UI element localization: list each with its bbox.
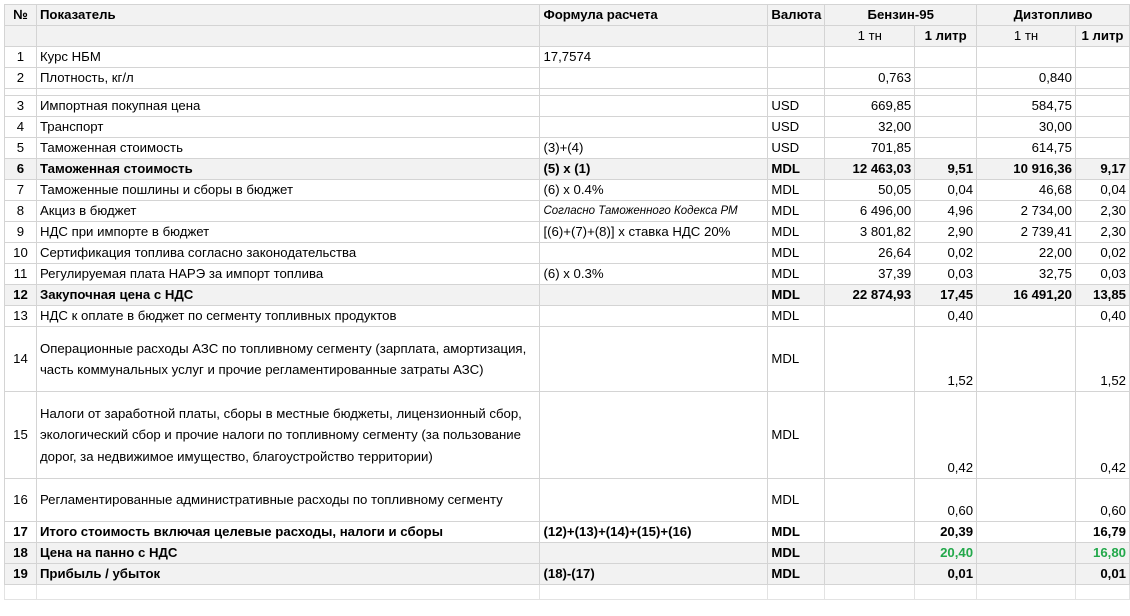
row-no[interactable]: 18 bbox=[5, 543, 37, 564]
row-formula[interactable]: (5) x (1) bbox=[540, 159, 768, 180]
cell[interactable] bbox=[5, 26, 37, 47]
row-currency[interactable]: MDL bbox=[768, 479, 825, 522]
gasoline-ton-value[interactable]: 6 496,00 bbox=[825, 201, 915, 222]
diesel-ton-value[interactable] bbox=[977, 47, 1076, 68]
cell bbox=[768, 89, 825, 96]
diesel-ton-value[interactable]: 32,75 bbox=[977, 264, 1076, 285]
cell bbox=[5, 89, 37, 96]
row-no[interactable]: 14 bbox=[5, 327, 37, 392]
subheader-gasoline-ton[interactable]: 1 тн bbox=[825, 26, 915, 47]
table-row bbox=[5, 392, 1130, 479]
row-no[interactable]: 5 bbox=[5, 138, 37, 159]
table-row bbox=[5, 222, 1130, 243]
subheader-gasoline-liter[interactable]: 1 литр bbox=[915, 26, 977, 47]
header-indicator[interactable]: Показатель bbox=[36, 5, 540, 26]
row-formula[interactable]: (18)-(17) bbox=[540, 564, 768, 585]
cell[interactable] bbox=[540, 585, 768, 600]
diesel-liter-value[interactable]: 16,79 bbox=[1075, 522, 1129, 543]
gasoline-liter-value[interactable] bbox=[915, 138, 977, 159]
row-no[interactable]: 12 bbox=[5, 285, 37, 306]
row-formula[interactable] bbox=[540, 96, 768, 117]
gasoline-liter-value[interactable]: 4,96 bbox=[915, 201, 977, 222]
cell bbox=[915, 89, 977, 96]
diesel-ton-value[interactable]: 22,00 bbox=[977, 243, 1076, 264]
diesel-ton-value[interactable]: 614,75 bbox=[977, 138, 1076, 159]
gasoline-liter-value[interactable]: 0,01 bbox=[915, 564, 977, 585]
row-currency[interactable]: USD bbox=[768, 138, 825, 159]
gasoline-liter-value[interactable]: 0,03 bbox=[915, 264, 977, 285]
gasoline-ton-value[interactable]: 26,64 bbox=[825, 243, 915, 264]
row-name[interactable]: Транспорт bbox=[36, 117, 540, 138]
table-row bbox=[5, 543, 1130, 564]
diesel-ton-value[interactable] bbox=[977, 306, 1076, 327]
row-formula[interactable] bbox=[540, 285, 768, 306]
row-name[interactable]: Операционные расходы АЗС по топливному сегменту (зарплата, амортизация, часть коммунальных услуг и прочие регламентированные затраты АЗС) bbox=[36, 327, 540, 392]
row-no[interactable]: 3 bbox=[5, 96, 37, 117]
row-name[interactable]: Курс НБМ bbox=[36, 47, 540, 68]
diesel-liter-value[interactable]: 0,03 bbox=[1075, 264, 1129, 285]
table-row bbox=[5, 479, 1130, 522]
row-formula[interactable] bbox=[540, 68, 768, 89]
table-row bbox=[5, 327, 1130, 392]
diesel-ton-value[interactable] bbox=[977, 327, 1076, 392]
gasoline-liter-value[interactable]: 9,51 bbox=[915, 159, 977, 180]
row-formula[interactable] bbox=[540, 327, 768, 392]
row-formula[interactable]: [(6)+(7)+(8)] x ставка НДС 20% bbox=[540, 222, 768, 243]
row-no[interactable]: 17 bbox=[5, 522, 37, 543]
gasoline-liter-value[interactable]: 0,60 bbox=[915, 479, 977, 522]
gasoline-ton-value[interactable] bbox=[825, 327, 915, 392]
diesel-ton-value[interactable]: 2 734,00 bbox=[977, 201, 1076, 222]
row-currency[interactable]: MDL bbox=[768, 522, 825, 543]
diesel-liter-value[interactable]: 1,52 bbox=[1075, 327, 1129, 392]
row-currency[interactable]: MDL bbox=[768, 222, 825, 243]
gasoline-ton-value[interactable]: 50,05 bbox=[825, 180, 915, 201]
diesel-ton-value[interactable] bbox=[977, 479, 1076, 522]
row-currency[interactable]: MDL bbox=[768, 243, 825, 264]
table-row bbox=[5, 180, 1130, 201]
diesel-liter-value[interactable]: 0,40 bbox=[1075, 306, 1129, 327]
header-formula[interactable]: Формула расчета bbox=[540, 5, 768, 26]
gasoline-ton-value[interactable] bbox=[825, 564, 915, 585]
diesel-ton-value[interactable]: 16 491,20 bbox=[977, 285, 1076, 306]
table-row bbox=[5, 522, 1130, 543]
diesel-liter-value[interactable]: 9,17 bbox=[1075, 159, 1129, 180]
row-name[interactable]: Итого стоимость включая целевые расходы, налоги и сборы bbox=[36, 522, 540, 543]
row-no[interactable]: 9 bbox=[5, 222, 37, 243]
row-no[interactable]: 10 bbox=[5, 243, 37, 264]
row-no[interactable]: 8 bbox=[5, 201, 37, 222]
diesel-ton-value[interactable]: 10 916,36 bbox=[977, 159, 1076, 180]
cell bbox=[1075, 89, 1129, 96]
row-currency[interactable]: MDL bbox=[768, 180, 825, 201]
subheader-diesel-ton[interactable]: 1 тн bbox=[977, 26, 1076, 47]
diesel-ton-value[interactable]: 584,75 bbox=[977, 96, 1076, 117]
diesel-liter-value[interactable]: 0,01 bbox=[1075, 564, 1129, 585]
row-no[interactable]: 2 bbox=[5, 68, 37, 89]
diesel-liter-value[interactable]: 0,04 bbox=[1075, 180, 1129, 201]
gasoline-ton-value[interactable] bbox=[825, 47, 915, 68]
diesel-liter-value[interactable]: 13,85 bbox=[1075, 285, 1129, 306]
diesel-liter-value[interactable] bbox=[1075, 138, 1129, 159]
gasoline-liter-value[interactable]: 20,40 bbox=[915, 543, 977, 564]
diesel-liter-value[interactable]: 0,60 bbox=[1075, 479, 1129, 522]
row-name[interactable]: Акциз в бюджет bbox=[36, 201, 540, 222]
gasoline-liter-value[interactable]: 0,42 bbox=[915, 392, 977, 479]
header-row bbox=[5, 5, 1130, 26]
table-row bbox=[5, 264, 1130, 285]
cell[interactable] bbox=[768, 585, 825, 600]
cell[interactable] bbox=[977, 585, 1076, 600]
cell[interactable] bbox=[768, 26, 825, 47]
cell[interactable] bbox=[36, 585, 540, 600]
gasoline-ton-value[interactable] bbox=[825, 392, 915, 479]
cell[interactable] bbox=[540, 26, 768, 47]
row-formula[interactable] bbox=[540, 306, 768, 327]
row-no[interactable]: 4 bbox=[5, 117, 37, 138]
gasoline-liter-value[interactable]: 1,52 bbox=[915, 327, 977, 392]
row-no[interactable]: 13 bbox=[5, 306, 37, 327]
header-gasoline[interactable]: Бензин-95 bbox=[825, 5, 977, 26]
diesel-ton-value[interactable]: 0,840 bbox=[977, 68, 1076, 89]
cell[interactable] bbox=[915, 585, 977, 600]
subheader-diesel-liter[interactable]: 1 литр bbox=[1075, 26, 1129, 47]
table-row bbox=[5, 243, 1130, 264]
gasoline-ton-value[interactable]: 22 874,93 bbox=[825, 285, 915, 306]
table-row bbox=[5, 96, 1130, 117]
diesel-liter-value[interactable] bbox=[1075, 117, 1129, 138]
table-row bbox=[5, 117, 1130, 138]
row-name[interactable]: Цена на панно с НДС bbox=[36, 543, 540, 564]
header-currency[interactable]: Валюта bbox=[768, 5, 825, 26]
cell bbox=[825, 89, 915, 96]
cell[interactable] bbox=[825, 585, 915, 600]
cell bbox=[540, 89, 768, 96]
row-name[interactable]: Сертификация топлива согласно законодательства bbox=[36, 243, 540, 264]
gasoline-liter-value[interactable] bbox=[915, 68, 977, 89]
table-row bbox=[5, 159, 1130, 180]
gasoline-liter-value[interactable]: 17,45 bbox=[915, 285, 977, 306]
fuel-price-table bbox=[4, 4, 1130, 600]
table-row bbox=[5, 564, 1130, 585]
cell[interactable] bbox=[1075, 585, 1129, 600]
row-currency[interactable]: MDL bbox=[768, 201, 825, 222]
row-currency[interactable]: MDL bbox=[768, 306, 825, 327]
cell[interactable] bbox=[5, 585, 37, 600]
gasoline-ton-value[interactable]: 3 801,82 bbox=[825, 222, 915, 243]
row-name[interactable]: Таможенные пошлины и сборы в бюджет bbox=[36, 180, 540, 201]
row-name[interactable]: Таможенная стоимость bbox=[36, 159, 540, 180]
row-formula[interactable]: (3)+(4) bbox=[540, 138, 768, 159]
row-name[interactable]: Импортная покупная цена bbox=[36, 96, 540, 117]
row-currency[interactable]: USD bbox=[768, 117, 825, 138]
gasoline-liter-value[interactable] bbox=[915, 96, 977, 117]
row-currency[interactable]: MDL bbox=[768, 543, 825, 564]
row-currency[interactable]: MDL bbox=[768, 392, 825, 479]
row-name[interactable]: НДС к оплате в бюджет по сегменту топливных продуктов bbox=[36, 306, 540, 327]
diesel-ton-value[interactable] bbox=[977, 543, 1076, 564]
table-row bbox=[5, 285, 1130, 306]
row-formula[interactable]: 17,7574 bbox=[540, 47, 768, 68]
diesel-ton-value[interactable] bbox=[977, 522, 1076, 543]
row-currency[interactable]: MDL bbox=[768, 264, 825, 285]
row-name[interactable]: Закупочная цена с НДС bbox=[36, 285, 540, 306]
header-diesel[interactable]: Дизтопливо bbox=[977, 5, 1130, 26]
gasoline-ton-value[interactable]: 32,00 bbox=[825, 117, 915, 138]
diesel-liter-value[interactable]: 2,30 bbox=[1075, 222, 1129, 243]
diesel-liter-value[interactable]: 2,30 bbox=[1075, 201, 1129, 222]
row-currency[interactable] bbox=[768, 68, 825, 89]
row-formula[interactable]: (12)+(13)+(14)+(15)+(16) bbox=[540, 522, 768, 543]
gasoline-ton-value[interactable]: 37,39 bbox=[825, 264, 915, 285]
diesel-liter-value[interactable] bbox=[1075, 68, 1129, 89]
diesel-ton-value[interactable] bbox=[977, 564, 1076, 585]
gasoline-liter-value[interactable]: 0,40 bbox=[915, 306, 977, 327]
row-name[interactable]: Регулируемая плата НАРЭ за импорт топлива bbox=[36, 264, 540, 285]
table-row bbox=[5, 47, 1130, 68]
table-row bbox=[5, 201, 1130, 222]
diesel-liter-value[interactable]: 16,80 bbox=[1075, 543, 1129, 564]
gasoline-liter-value[interactable]: 0,02 bbox=[915, 243, 977, 264]
gasoline-ton-value[interactable]: 0,763 bbox=[825, 68, 915, 89]
row-no[interactable]: 6 bbox=[5, 159, 37, 180]
diesel-liter-value[interactable] bbox=[1075, 47, 1129, 68]
row-formula[interactable] bbox=[540, 543, 768, 564]
diesel-liter-value[interactable]: 0,42 bbox=[1075, 392, 1129, 479]
row-no[interactable]: 7 bbox=[5, 180, 37, 201]
row-name[interactable]: Плотность, кг/л bbox=[36, 68, 540, 89]
diesel-ton-value[interactable]: 46,68 bbox=[977, 180, 1076, 201]
row-no[interactable]: 15 bbox=[5, 392, 37, 479]
diesel-liter-value[interactable] bbox=[1075, 96, 1129, 117]
diesel-ton-value[interactable]: 30,00 bbox=[977, 117, 1076, 138]
row-currency[interactable]: MDL bbox=[768, 564, 825, 585]
row-no[interactable]: 11 bbox=[5, 264, 37, 285]
row-no[interactable]: 1 bbox=[5, 47, 37, 68]
row-formula[interactable] bbox=[540, 117, 768, 138]
gasoline-liter-value[interactable] bbox=[915, 117, 977, 138]
cell bbox=[977, 89, 1076, 96]
row-currency[interactable]: MDL bbox=[768, 285, 825, 306]
gasoline-ton-value[interactable]: 669,85 bbox=[825, 96, 915, 117]
row-formula[interactable]: (6) x 0.4% bbox=[540, 180, 768, 201]
gasoline-liter-value[interactable]: 2,90 bbox=[915, 222, 977, 243]
row-formula[interactable] bbox=[540, 243, 768, 264]
empty-row bbox=[5, 585, 1130, 600]
gasoline-ton-value[interactable]: 12 463,03 bbox=[825, 159, 915, 180]
row-name[interactable]: Прибыль / убыток bbox=[36, 564, 540, 585]
row-formula[interactable]: (6) x 0.3% bbox=[540, 264, 768, 285]
subheader-row bbox=[5, 26, 1130, 47]
cell[interactable] bbox=[36, 26, 540, 47]
gasoline-ton-value[interactable] bbox=[825, 522, 915, 543]
gasoline-ton-value[interactable] bbox=[825, 479, 915, 522]
cell bbox=[36, 89, 540, 96]
row-currency[interactable]: MDL bbox=[768, 327, 825, 392]
table-row bbox=[5, 138, 1130, 159]
row-no[interactable]: 19 bbox=[5, 564, 37, 585]
header-no[interactable]: № bbox=[5, 5, 37, 26]
row-name[interactable]: НДС при импорте в бюджет bbox=[36, 222, 540, 243]
table-row bbox=[5, 68, 1130, 89]
row-currency[interactable]: MDL bbox=[768, 159, 825, 180]
gasoline-liter-value[interactable] bbox=[915, 47, 977, 68]
row-no[interactable]: 16 bbox=[5, 479, 37, 522]
gasoline-ton-value[interactable] bbox=[825, 543, 915, 564]
row-name[interactable]: Налоги от заработной платы, сборы в местные бюджеты, лицензионный сбор, экологический сбор и прочие налоги по топливному сегменту (за пользование дорог, за недвижимое имущество, благоустройство территории) bbox=[36, 392, 540, 479]
row-currency[interactable]: USD bbox=[768, 96, 825, 117]
table-row bbox=[5, 306, 1130, 327]
gasoline-ton-value[interactable]: 701,85 bbox=[825, 138, 915, 159]
spacer-row bbox=[5, 89, 1130, 96]
row-formula[interactable] bbox=[540, 392, 768, 479]
diesel-ton-value[interactable]: 2 739,41 bbox=[977, 222, 1076, 243]
row-name[interactable]: Таможенная стоимость bbox=[36, 138, 540, 159]
row-formula[interactable]: Согласно Таможенного Кодекса РМ bbox=[540, 201, 768, 222]
gasoline-ton-value[interactable] bbox=[825, 306, 915, 327]
diesel-liter-value[interactable]: 0,02 bbox=[1075, 243, 1129, 264]
row-currency[interactable] bbox=[768, 47, 825, 68]
diesel-ton-value[interactable] bbox=[977, 392, 1076, 479]
row-name[interactable]: Регламентированные административные расходы по топливному сегменту bbox=[36, 479, 540, 522]
row-formula[interactable] bbox=[540, 479, 768, 522]
gasoline-liter-value[interactable]: 0,04 bbox=[915, 180, 977, 201]
gasoline-liter-value[interactable]: 20,39 bbox=[915, 522, 977, 543]
